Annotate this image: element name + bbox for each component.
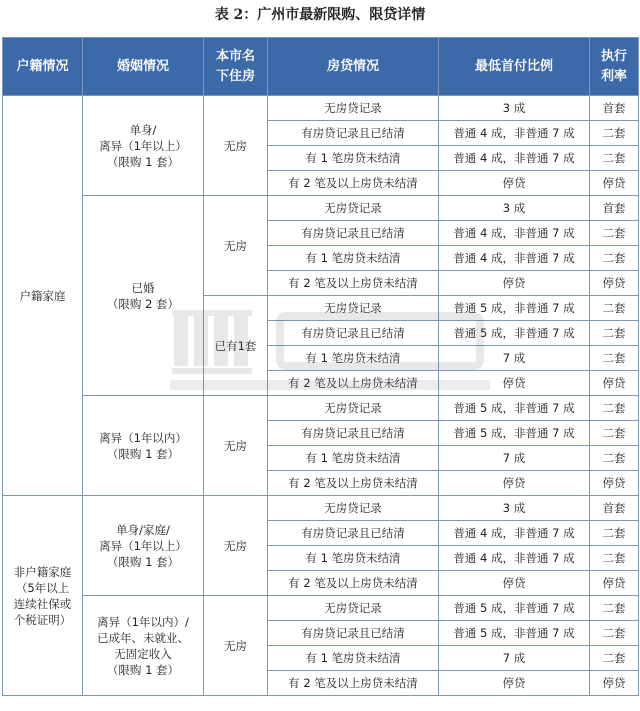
mortgage-cell: 有 1 笔房贷未结清 [268,446,439,471]
rate-cell: 二套 [590,121,639,146]
downpayment-cell: 7 成 [439,446,590,471]
mortgage-cell: 有 2 笔及以上房贷未结清 [268,371,439,396]
housing-none-cell: 无房 [204,396,268,496]
downpayment-cell: 普通 5 成，非普通 7 成 [439,421,590,446]
downpayment-cell: 7 成 [439,346,590,371]
downpayment-cell: 3 成 [439,496,590,521]
downpayment-cell: 普通 5 成，非普通 7 成 [439,296,590,321]
rate-cell: 二套 [590,346,639,371]
downpayment-cell: 停贷 [439,471,590,496]
downpayment-cell: 普通 4 成，非普通 7 成 [439,521,590,546]
mortgage-cell: 无房贷记录 [268,196,439,221]
mortgage-cell: 有房贷记录且已结清 [268,421,439,446]
housing-none-cell: 无房 [204,596,268,696]
table-row [3,196,639,221]
downpayment-cell: 停贷 [439,571,590,596]
header-rate: 执行 利率 [590,38,639,96]
mortgage-cell: 有 1 笔房贷未结清 [268,346,439,371]
marriage-nl-single-cell: 单身/家庭/ 离异（1年以上） （限购 1 套） [83,496,204,596]
mortgage-cell: 有 2 笔及以上房贷未结清 [268,471,439,496]
mortgage-cell: 无房贷记录 [268,596,439,621]
mortgage-cell: 有房贷记录且已结清 [268,121,439,146]
rate-cell: 二套 [590,396,639,421]
mortgage-cell: 有 2 笔及以上房贷未结清 [268,271,439,296]
mortgage-cell: 无房贷记录 [268,396,439,421]
downpayment-cell: 普通 4 成，非普通 7 成 [439,546,590,571]
mortgage-cell: 有 1 笔房贷未结清 [268,246,439,271]
header-mortgage: 房贷情况 [268,38,439,96]
rate-cell: 二套 [590,146,639,171]
downpayment-cell: 普通 5 成，非普通 7 成 [439,621,590,646]
downpayment-cell: 停贷 [439,671,590,696]
rate-cell: 二套 [590,546,639,571]
header-hukou: 户籍情况 [3,38,83,96]
hukou-local-cell: 户籍家庭 [3,96,83,496]
mortgage-cell: 有 1 笔房贷未结清 [268,546,439,571]
housing-one-cell: 已有1套 [204,296,268,396]
downpayment-cell: 普通 4 成，非普通 7 成 [439,221,590,246]
rate-cell: 停贷 [590,571,639,596]
downpayment-cell: 7 成 [439,646,590,671]
rate-cell: 首套 [590,496,639,521]
header-row [3,38,639,96]
downpayment-cell: 普通 5 成，非普通 7 成 [439,321,590,346]
downpayment-cell: 普通 4 成，非普通 7 成 [439,146,590,171]
downpayment-cell: 3 成 [439,96,590,121]
mortgage-cell: 有 2 笔及以上房贷未结清 [268,171,439,196]
table-row [3,396,639,421]
downpayment-cell: 普通 4 成，非普通 7 成 [439,246,590,271]
rate-cell: 二套 [590,296,639,321]
rate-cell: 首套 [590,196,639,221]
rate-cell: 停贷 [590,671,639,696]
downpayment-cell: 停贷 [439,371,590,396]
mortgage-cell: 有 2 笔及以上房贷未结清 [268,571,439,596]
rate-cell: 停贷 [590,271,639,296]
downpayment-cell: 停贷 [439,171,590,196]
rate-cell: 二套 [590,246,639,271]
downpayment-cell: 普通 5 成，非普通 7 成 [439,396,590,421]
table-row [3,96,639,121]
housing-none-cell: 无房 [204,196,268,296]
rate-cell: 停贷 [590,171,639,196]
downpayment-cell: 普通 4 成，非普通 7 成 [439,121,590,146]
mortgage-cell: 有 1 笔房贷未结清 [268,646,439,671]
downpayment-cell: 停贷 [439,271,590,296]
mortgage-cell: 有 2 笔及以上房贷未结清 [268,671,439,696]
rate-cell: 二套 [590,446,639,471]
header-housing: 本市名 下住房 [204,38,268,96]
mortgage-cell: 有房贷记录且已结清 [268,321,439,346]
rate-cell: 二套 [590,321,639,346]
mortgage-cell: 有房贷记录且已结清 [268,221,439,246]
rate-cell: 停贷 [590,471,639,496]
rate-cell: 二套 [590,221,639,246]
mortgage-cell: 有房贷记录且已结清 [268,621,439,646]
mortgage-cell: 无房贷记录 [268,96,439,121]
hukou-nonlocal-cell: 非户籍家庭 （5年以上 连续社保或 个税证明） [3,496,83,696]
rate-cell: 二套 [590,596,639,621]
housing-none-cell: 无房 [204,96,268,196]
marriage-married-cell: 已婚 （限购 2 套） [83,196,204,396]
rate-cell: 二套 [590,421,639,446]
rate-cell: 首套 [590,96,639,121]
rate-cell: 二套 [590,646,639,671]
mortgage-cell: 无房贷记录 [268,496,439,521]
marriage-single-cell: 单身/ 离异（1年以上） （限购 1 套） [83,96,204,196]
mortgage-cell: 无房贷记录 [268,296,439,321]
downpayment-cell: 普通 5 成，非普通 7 成 [439,596,590,621]
housing-none-cell: 无房 [204,496,268,596]
marriage-nl-divorced-cell: 离异（1年以内）/ 已成年、未就业、 无固定收入 （限购 1 套） [83,596,204,696]
header-downpayment: 最低首付比例 [439,38,590,96]
header-marriage: 婚姻情况 [83,38,204,96]
table-title: 表 2：广州市最新限购、限贷详情 [214,7,426,23]
rate-cell: 停贷 [590,371,639,396]
mortgage-cell: 有房贷记录且已结清 [268,521,439,546]
marriage-divorced-cell: 离异（1年以内） （限购 1 套） [83,396,204,496]
rate-cell: 二套 [590,621,639,646]
mortgage-cell: 有 1 笔房贷未结清 [268,146,439,171]
downpayment-cell: 3 成 [439,196,590,221]
table-row [3,496,639,521]
rate-cell: 二套 [590,521,639,546]
purchase-restriction-table [2,37,639,696]
table-row [3,596,639,621]
